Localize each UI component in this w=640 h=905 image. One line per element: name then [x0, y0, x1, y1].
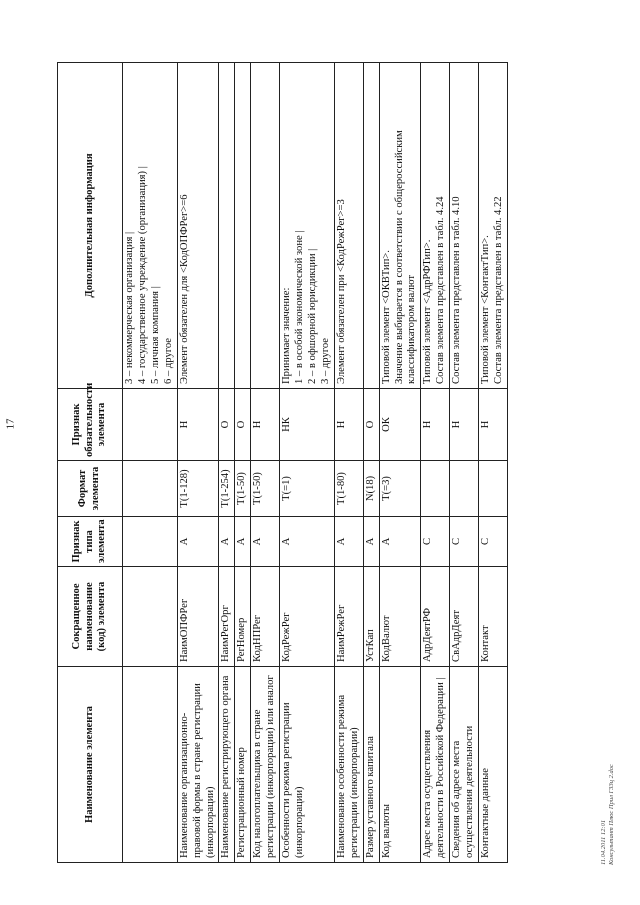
cell-element-code: АдрДеятРФ — [421, 567, 450, 667]
cell-element-type: А — [177, 517, 219, 567]
cell-element-name: Регистрационный номер — [235, 667, 251, 863]
cell-element-type: А — [334, 517, 363, 567]
cell-element-code: УстКап — [363, 567, 379, 667]
cell-element-format: T(1-128) — [177, 461, 219, 517]
cell-element-type — [123, 517, 178, 567]
cell-element-required: О — [219, 389, 235, 461]
cell-additional-info — [251, 63, 280, 389]
cell-element-name: Наименование регистрирующего органа — [219, 667, 235, 863]
table-row — [421, 63, 450, 863]
cell-additional-info: Элемент обязателен при <КодРежРег>=3 — [334, 63, 363, 389]
cell-element-name: Код валюты — [379, 667, 421, 863]
cell-element-name: Особенности режима регистрации (инкорпорации) — [280, 667, 335, 863]
cell-additional-info: Состав элемента представлен в табл. 4.10 — [450, 63, 479, 389]
cell-element-name: Код налогоплательщика в стране регистрации (инкорпорации) или аналог — [251, 667, 280, 863]
cell-element-type: А — [379, 517, 421, 567]
cell-element-required: Н — [334, 389, 363, 461]
header-element-format: Формат элемента — [58, 461, 123, 517]
cell-element-name: Наименование особенности режима регистрации (инкорпорации) — [334, 667, 363, 863]
cell-element-name: Сведения об адресе места осуществления деятельности — [450, 667, 479, 863]
table-row — [479, 63, 508, 863]
cell-element-format — [123, 461, 178, 517]
cell-additional-info — [219, 63, 235, 389]
page-number: 17 — [4, 418, 16, 430]
table-row — [123, 63, 178, 863]
cell-additional-info: Типовой элемент <АдрРФТип>. Состав элемента представлен в табл. 4.24 — [421, 63, 450, 389]
cell-element-type: С — [479, 517, 508, 567]
cell-element-required: Н — [251, 389, 280, 461]
cell-element-code: КодВалют — [379, 567, 421, 667]
header-element-required: Признак обязательности элемента — [58, 389, 123, 461]
cell-element-code: РегНомер — [235, 567, 251, 667]
cell-element-required: ОК — [379, 389, 421, 461]
cell-element-format: T(1-254) — [219, 461, 235, 517]
cell-element-type: А — [235, 517, 251, 567]
header-element-type: Признак типа элемента — [58, 517, 123, 567]
cell-element-required: НК — [280, 389, 335, 461]
table-row — [251, 63, 280, 863]
header-element-code: Сокращенное наименование (код) элемента — [58, 567, 123, 667]
cell-additional-info: Типовой элемент <КонтактТип>. Состав элемента представлен в табл. 4.22 — [479, 63, 508, 389]
table-row — [177, 63, 219, 863]
cell-element-required: Н — [177, 389, 219, 461]
cell-additional-info: Принимает значение: 1 – в особой экономической зоне | 2 – в офшорной юрисдикции | 3 – другое — [280, 63, 335, 389]
cell-element-code: Контакт — [479, 567, 508, 667]
cell-element-code: КодРежРег — [280, 567, 335, 667]
cell-additional-info: 3 – некоммерческая организация | 4 – государственное учреждение (организация) | 5 – личная компания | 6 – другое — [123, 63, 178, 389]
cell-element-format: T(1-50) — [235, 461, 251, 517]
cell-element-format: T(=3) — [379, 461, 421, 517]
footer — [600, 764, 617, 865]
cell-element-code: НаимОПФРег — [177, 567, 219, 667]
footer-filename: Консультант Плюс Прил Г33ц 2.doc — [608, 764, 616, 865]
cell-element-format: T(1-50) — [251, 461, 280, 517]
cell-element-required: О — [363, 389, 379, 461]
cell-additional-info: Типовой элемент <ОКВТип>. Значение выбирается в соответствии с общероссийским классификатором валют — [379, 63, 421, 389]
table-row — [363, 63, 379, 863]
cell-element-name: Размер уставного капитала — [363, 667, 379, 863]
cell-element-type: С — [421, 517, 450, 567]
cell-element-required: Н — [450, 389, 479, 461]
cell-element-code: НаимРегОрг — [219, 567, 235, 667]
cell-element-name: Наименование организационно-правовой формы в стране регистрации (инкорпорации) — [177, 667, 219, 863]
cell-element-name: Контактные данные — [479, 667, 508, 863]
header-element-name: Наименование элемента — [58, 667, 123, 863]
cell-element-format: T(1-80) — [334, 461, 363, 517]
cell-element-code: КодНПРег — [251, 567, 280, 667]
footer-timestamp: 11.04.2011 12:01 — [600, 819, 607, 865]
cell-element-code: НаимРежРег — [334, 567, 363, 667]
cell-element-required: Н — [479, 389, 508, 461]
cell-element-required: О — [235, 389, 251, 461]
cell-additional-info — [363, 63, 379, 389]
table-header-row — [58, 63, 123, 863]
cell-element-format: N(18) — [363, 461, 379, 517]
table-row — [219, 63, 235, 863]
table-row — [379, 63, 421, 863]
table-row — [235, 63, 251, 863]
cell-element-code — [123, 567, 178, 667]
elements-table — [57, 62, 508, 863]
cell-element-type: А — [280, 517, 335, 567]
cell-additional-info — [235, 63, 251, 389]
table-row — [334, 63, 363, 863]
cell-element-format — [450, 461, 479, 517]
cell-element-format: T(=1) — [280, 461, 335, 517]
cell-element-name: Адрес места осуществления деятельности в Российской Федерации | — [421, 667, 450, 863]
cell-element-type: А — [251, 517, 280, 567]
table-row — [450, 63, 479, 863]
header-additional-info: Дополнительная информация — [58, 63, 123, 389]
cell-element-name — [123, 667, 178, 863]
cell-element-required — [123, 389, 178, 461]
cell-element-type: А — [363, 517, 379, 567]
cell-element-code: СвАдрДеят — [450, 567, 479, 667]
cell-element-required: Н — [421, 389, 450, 461]
table-row — [280, 63, 335, 863]
cell-additional-info: Элемент обязателен для <КодОПФРег>=6 — [177, 63, 219, 389]
cell-element-type: А — [219, 517, 235, 567]
cell-element-format — [479, 461, 508, 517]
cell-element-type: С — [450, 517, 479, 567]
cell-element-format — [421, 461, 450, 517]
